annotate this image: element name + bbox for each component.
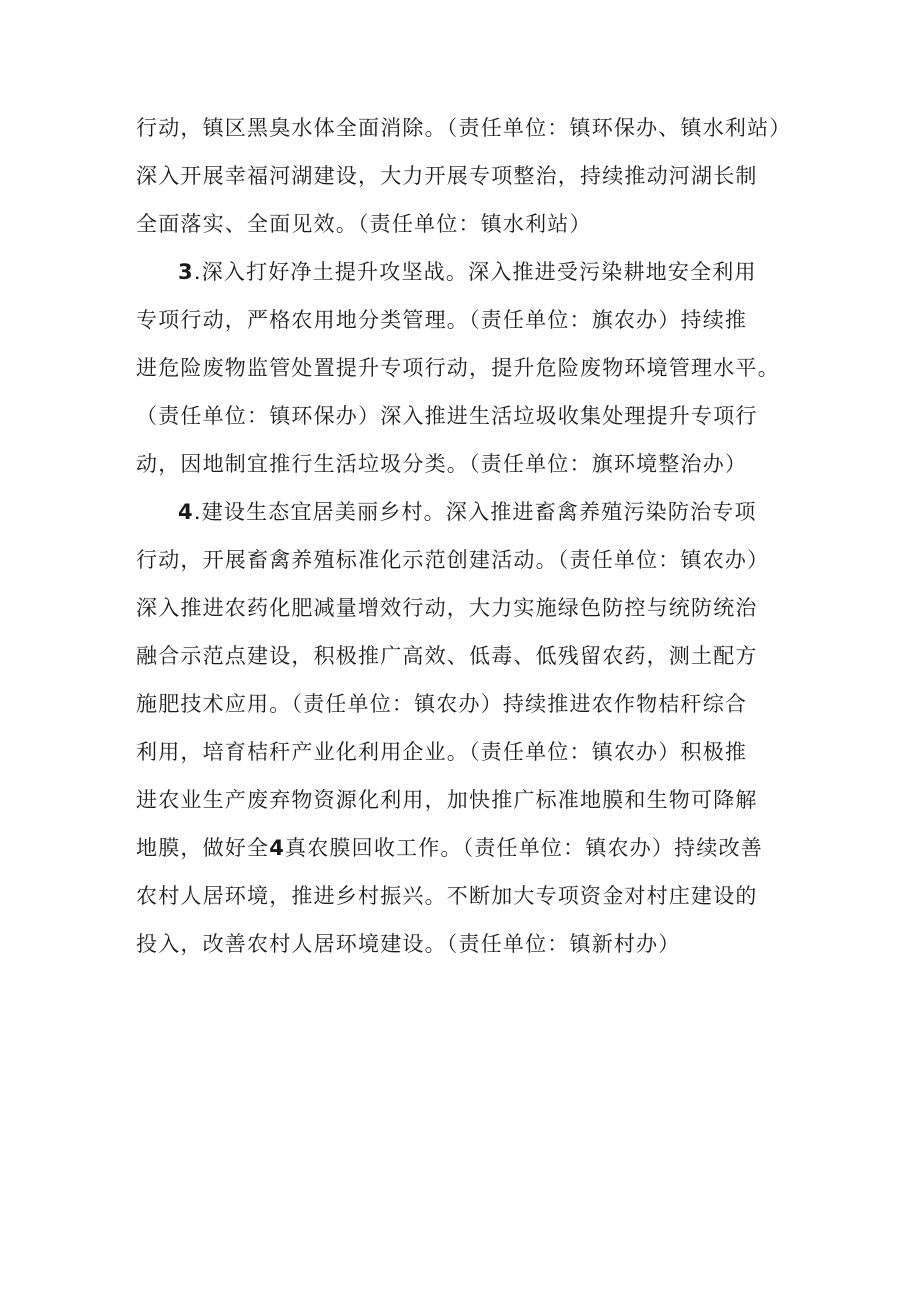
section-heading-3: 3.深入打好净土提升攻坚战。深入推进受污染耕地安全利用 [178, 260, 757, 284]
text-line: 施肥技术应用。（责任单位：镇农办）持续推进农作物桔秆综合 [136, 692, 748, 716]
text-line: 融合示范点建设，积极推广高效、低毒、低残留农药，测土配方 [136, 644, 758, 668]
section-heading-4: 4.建设生态宜居美丽乡村。深入推进畜禽养殖污染防治专项 [178, 500, 757, 524]
text-line: 利用，培育桔秆产业化利用企业。（责任单位：镇农办）积极推 [136, 740, 748, 764]
text-line: 地膜，做好全4真农膜回收工作。（责任单位：镇农办）持续改善 [136, 836, 763, 860]
text-line: 进农业生产废弃物资源化利用，加快推广标准地膜和生物可降解 [136, 788, 758, 812]
text-line: 深入开展幸福河湖建设，大力开展专项整治，持续推动河湖长制 [136, 164, 758, 188]
text-line: 投入，改善农村人居环境建设。（责任单位：镇新村办） [136, 932, 681, 956]
text-line: 全面落实、全面见效。（责任单位：镇水利站） [136, 212, 592, 236]
text-line: 农村人居环境，推进乡村振兴。不断加大专项资金对村庄建设的 [136, 884, 758, 908]
text-line: 动，因地制宜推行生活垃圾分类。（责任单位：旗环境整治办） [136, 452, 748, 476]
text-line: 进危险废物监管处置提升专项行动，提升危险废物环境管理水平。 [136, 356, 780, 380]
section-number: 4 [178, 500, 194, 524]
text-line: 专项行动，严格农用地分类管理。（责任单位：旗农办）持续推 [136, 308, 748, 332]
text-line: 行动，开展畜禽养殖标准化示范创建活动。（责任单位：镇农办） [136, 548, 770, 572]
text-line: 行动，镇区黑臭水体全面消除。（责任单位：镇环保办、镇水利站） [136, 116, 792, 140]
section-number: 3 [178, 260, 194, 284]
text-line: （责任单位：镇环保办）深入推进生活垃圾收集处理提升专项行 [136, 404, 758, 428]
text-line: 深入推进农药化肥减量增效行动，大力实施绿色防控与统防统治 [136, 596, 758, 620]
